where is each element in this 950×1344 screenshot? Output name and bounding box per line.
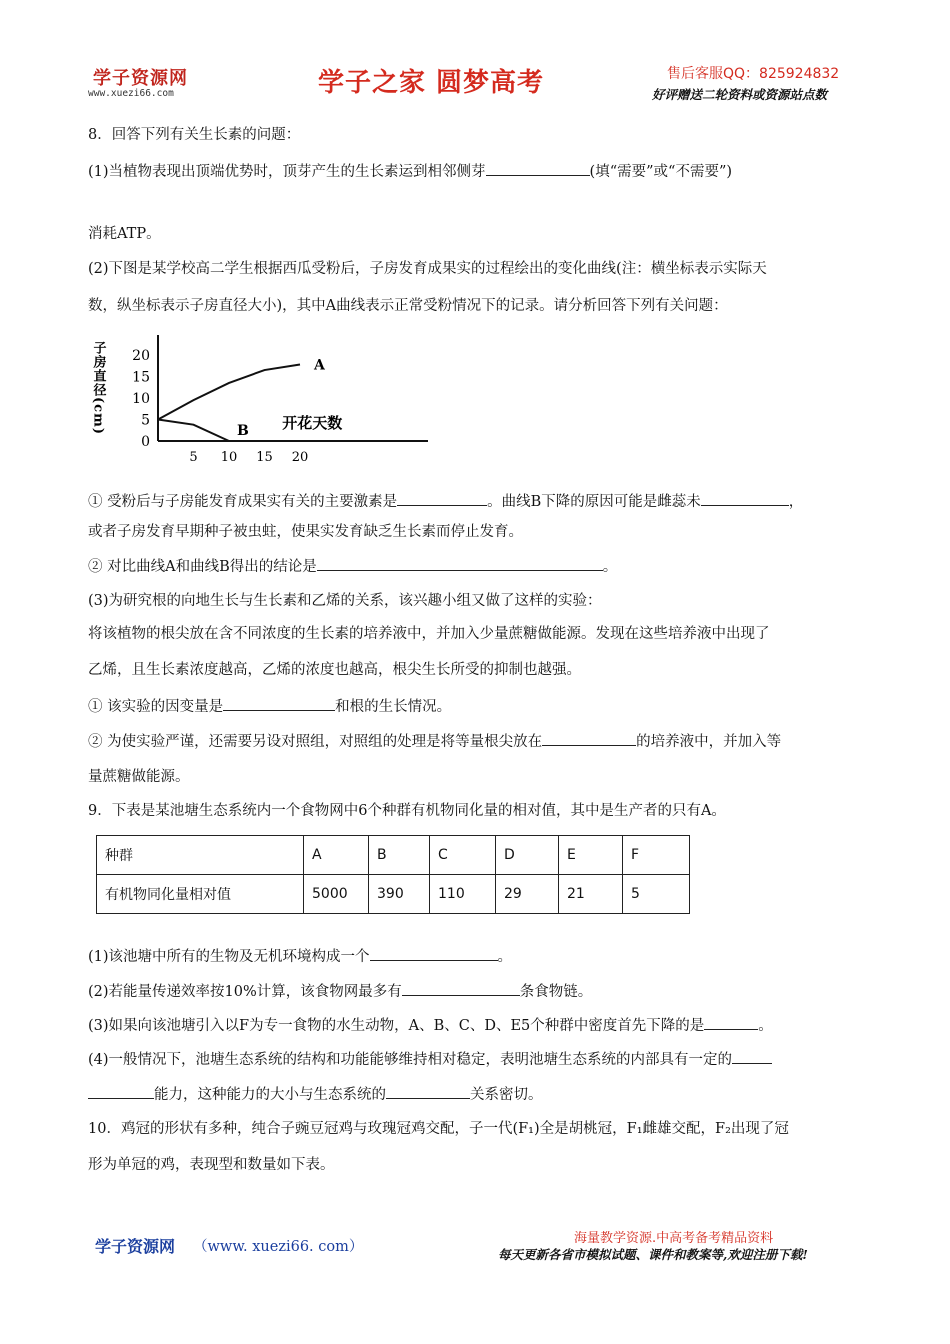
table-cell: 390	[369, 875, 430, 914]
table-cell: D	[496, 836, 559, 875]
q8-part1-hint: (填“需要”或“不需要”)	[589, 164, 733, 180]
q9-sub2-end: 条食物链。	[519, 984, 593, 1000]
series-line-B	[158, 420, 229, 442]
table-cell: 种群	[97, 836, 304, 875]
table-cell: B	[369, 836, 430, 875]
q8-part3-line2: 乙烯，且生长素浓度越高，乙烯的浓度也越高，根尖生长所受的抑制也越强。	[88, 662, 581, 678]
y-tick-label: 0	[141, 434, 150, 450]
x-tick-label: 10	[220, 450, 238, 463]
q8-part1-end: 消耗ATP。	[88, 226, 161, 242]
series-line-A	[158, 364, 300, 419]
q9-sub3	[88, 1015, 773, 1036]
answer-blank	[402, 981, 520, 996]
header-slogan: 学子之家 圆梦高考	[318, 68, 545, 98]
q8-part1	[88, 161, 732, 182]
q8-sub4-cont: 量蔗糖做能源。	[88, 769, 190, 785]
answer-blank	[397, 491, 487, 506]
answer-blank	[386, 1084, 470, 1099]
footer-url[interactable]: （www. xuezi66. com）	[193, 1239, 364, 1255]
table-cell: F	[623, 836, 690, 875]
q10-line2: 形为单冠的鸡，表现型和数量如下表。	[88, 1157, 335, 1173]
table-cell: C	[430, 836, 496, 875]
q8-sub1-cont: 或者子房发育早期种子被虫蛀，使果实发育缺乏生长素而停止发育。	[88, 524, 523, 540]
q8-part2-line2: 数，纵坐标表示子房直径大小)，其中A曲线表示正常受粉情况下的记录。请分析回答下列有关问题：	[88, 298, 728, 314]
table-row	[97, 836, 690, 875]
q8-sub1-text: ① 受粉后与子房能发育成果实有关的主要激素是	[88, 494, 398, 510]
answer-blank	[704, 1015, 758, 1030]
q9-sub4	[88, 1049, 772, 1070]
q9-sub3-text: (3)如果向该池塘引入以F为专一食物的水生动物，A、B、C、D、E5个种群中密度首先下降的是	[88, 1018, 705, 1034]
answer-blank	[88, 1084, 154, 1099]
table-row	[97, 875, 690, 914]
q9-sub4-text: (4)一般情况下，池塘生态系统的结构和功能能够维持相对稳定，表明池塘生态系统的内部具有一定的	[88, 1052, 733, 1068]
y-axis-label: 子房直径(cm)	[90, 341, 106, 435]
answer-blank	[317, 556, 603, 571]
footer-notice: 每天更新各省市模拟试题、课件和教案等,欢迎注册下载!	[498, 1247, 808, 1262]
answer-blank	[223, 696, 335, 711]
service-qq: 售后客服QQ：825924832	[667, 66, 840, 82]
q9-sub4-mid: 能力，这种能力的大小与生态系统的	[154, 1087, 386, 1103]
answer-blank	[732, 1049, 772, 1064]
q9-sub4-end: 关系密切。	[470, 1087, 543, 1103]
q8-sub2	[88, 556, 617, 577]
site-logo: 学子资源网	[93, 68, 188, 89]
table-cell: 5	[623, 875, 690, 914]
ovary-diameter-chart	[88, 333, 428, 463]
q9-sub1	[88, 946, 512, 967]
answer-blank	[486, 161, 590, 176]
footer-logo: 学子资源网	[95, 1237, 176, 1256]
x-tick-label: 5	[189, 450, 198, 463]
q8-sub3-text: ① 该实验的因变量是	[88, 699, 224, 715]
series-label-A: A	[314, 357, 325, 374]
q9-sub1-text: (1)该池塘中所有的生物及无机环境构成一个	[88, 949, 370, 965]
answer-blank	[370, 946, 498, 961]
q8-sub4-mid: 的培养液中，并加入等	[636, 734, 782, 750]
table-cell: 有机物同化量相对值	[97, 875, 304, 914]
y-tick-label: 15	[132, 369, 150, 386]
y-tick-label: 10	[132, 391, 150, 407]
q8-part2-line1: (2)下图是某学校高二学生根据西瓜受粉后，子房发育成果实的过程绘出的变化曲线(注：横坐标表示实际天	[88, 261, 767, 277]
table-cell: A	[304, 836, 369, 875]
q10-line1: 10．鸡冠的形状有多种，纯合子豌豆冠鸡与玫瑰冠鸡交配，子一代(F₁)全是胡桃冠，F₁雌雄交配，F₂出现了冠	[88, 1121, 789, 1137]
table-cell: 110	[430, 875, 496, 914]
x-tick-label: 15	[256, 450, 273, 463]
q9-sub1-end: 。	[497, 949, 513, 965]
header-tagline: 好评赠送二轮资料或资源站点数	[652, 87, 828, 102]
table-cell: E	[559, 836, 623, 875]
x-axis-label: 开花天数	[282, 414, 343, 432]
population-table	[96, 835, 690, 914]
footer-tagline: 海量教学资源.中高考备考精品资料	[574, 1231, 774, 1246]
q8-part3: (3)为研究根的向地生长与生长素和乙烯的关系，该兴趣小组又做了这样的实验：	[88, 593, 602, 609]
q8-sub1-comma: ，	[788, 494, 804, 510]
q9-title: 9．下表是某池塘生态系统内一个食物网中6个种群有机物同化量的相对值，其中是生产者的只有A。	[88, 803, 726, 819]
q8-title: 8．回答下列有关生长素的问题：	[88, 127, 301, 143]
answer-blank	[701, 491, 789, 506]
q8-sub4	[88, 731, 781, 752]
x-tick-label: 20	[291, 450, 309, 463]
q8-part3-line1: 将该植物的根尖放在含不同浓度的生长素的培养液中，并加入少量蔗糖做能源。发现在这些培养液中出现了	[88, 626, 770, 642]
table-cell: 29	[496, 875, 559, 914]
q8-sub1-mid: 。曲线B下降的原因可能是雌蕊未	[487, 494, 701, 510]
series-label-B: B	[237, 423, 249, 439]
q9-sub3-end: 。	[758, 1018, 773, 1034]
q8-sub3	[88, 696, 451, 717]
q8-sub3-end: 和根的生长情况。	[335, 699, 452, 715]
y-tick-label: 20	[132, 348, 150, 364]
table-cell: 21	[559, 875, 623, 914]
q9-sub2	[88, 981, 592, 1002]
q8-part1-text: (1)当植物表现出顶端优势时，顶芽产生的生长素运到相邻侧芽	[88, 164, 486, 180]
q8-sub2-end: 。	[602, 559, 618, 575]
q8-sub4-text: ② 为使实验严谨，还需要另设对照组，对照组的处理是将等量根尖放在	[88, 734, 543, 750]
table-cell: 5000	[304, 875, 369, 914]
q8-sub1	[88, 491, 803, 512]
y-tick-label: 5	[141, 412, 150, 429]
answer-blank	[542, 731, 636, 746]
q8-sub2-text: ② 对比曲线A和曲线B得出的结论是	[88, 559, 317, 575]
site-url: www.xuezi66.com	[88, 88, 174, 99]
q9-sub2-text: (2)若能量传递效率按10%计算，该食物网最多有	[88, 984, 402, 1000]
q9-sub4-cont	[88, 1084, 543, 1105]
